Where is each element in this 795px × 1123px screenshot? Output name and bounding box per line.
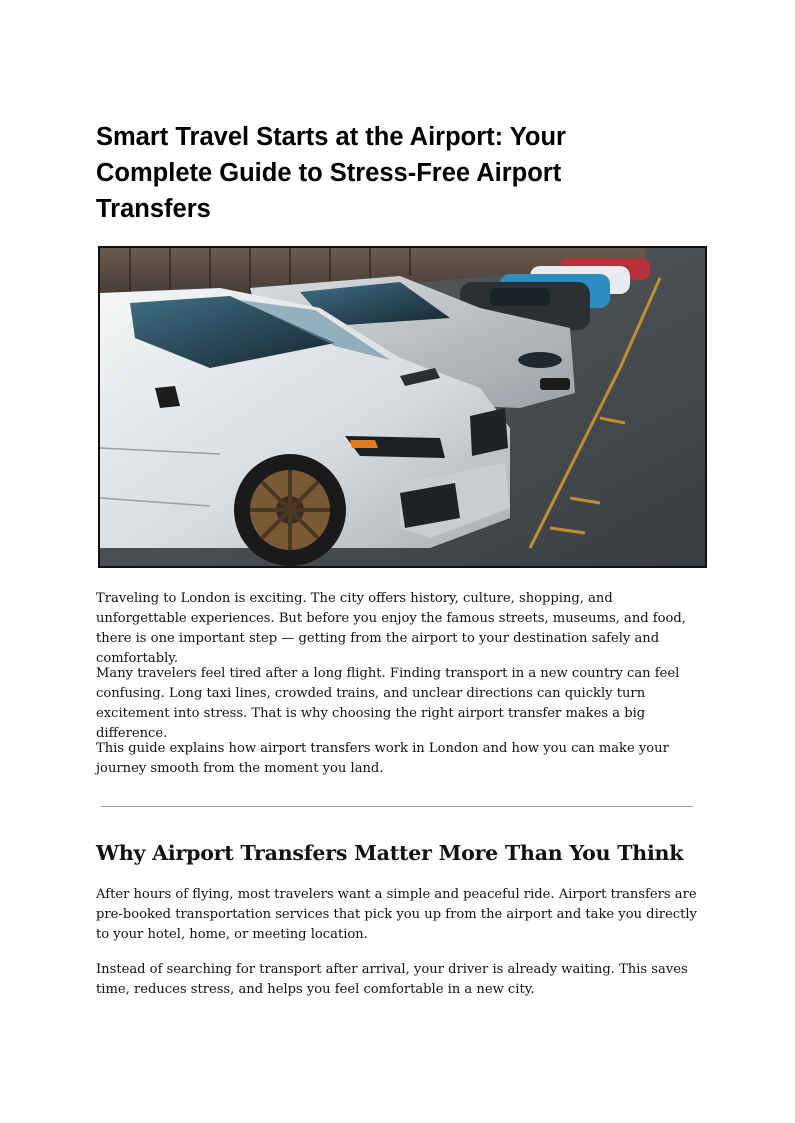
car-lineup-photo-icon — [100, 248, 705, 566]
intro-paragraph: Traveling to London is exciting. The city offers history, culture, shopping, and unforgettable experiences. But before you enjoy the famous streets, museums, and food, there is one important step — getting from the airport to your destination safely and comfortably. — [96, 591, 686, 666]
section-divider — [101, 806, 693, 807]
page-title: Smart Travel Starts at the Airport: Your Complete Guide to Stress-Free Airport Transfers — [96, 123, 566, 223]
section-heading: Why Airport Transfers Matter More Than You Think — [96, 841, 684, 865]
section-paragraph: Instead of searching for transport after arrival, your driver is already waiting. This saves time, reduces stress, and helps you feel comfortable in a new city. — [96, 962, 688, 997]
hero-image — [98, 246, 707, 568]
intro-paragraph: Many travelers feel tired after a long flight. Finding transport in a new country can feel confusing. Long taxi lines, crowded trains, and unclear directions can quickly turn excitement into stress. That is why choosing the right airport transfer makes a big difference. — [96, 666, 680, 741]
section-paragraph: After hours of flying, most travelers want a simple and peaceful ride. Airport transfers are pre-booked transportation services that pick you up from the airport and take you directly to your hotel, home, or meeting location. — [96, 887, 697, 942]
intro-paragraph: This guide explains how airport transfers work in London and how you can make your journey smooth from the moment you land. — [96, 741, 669, 776]
